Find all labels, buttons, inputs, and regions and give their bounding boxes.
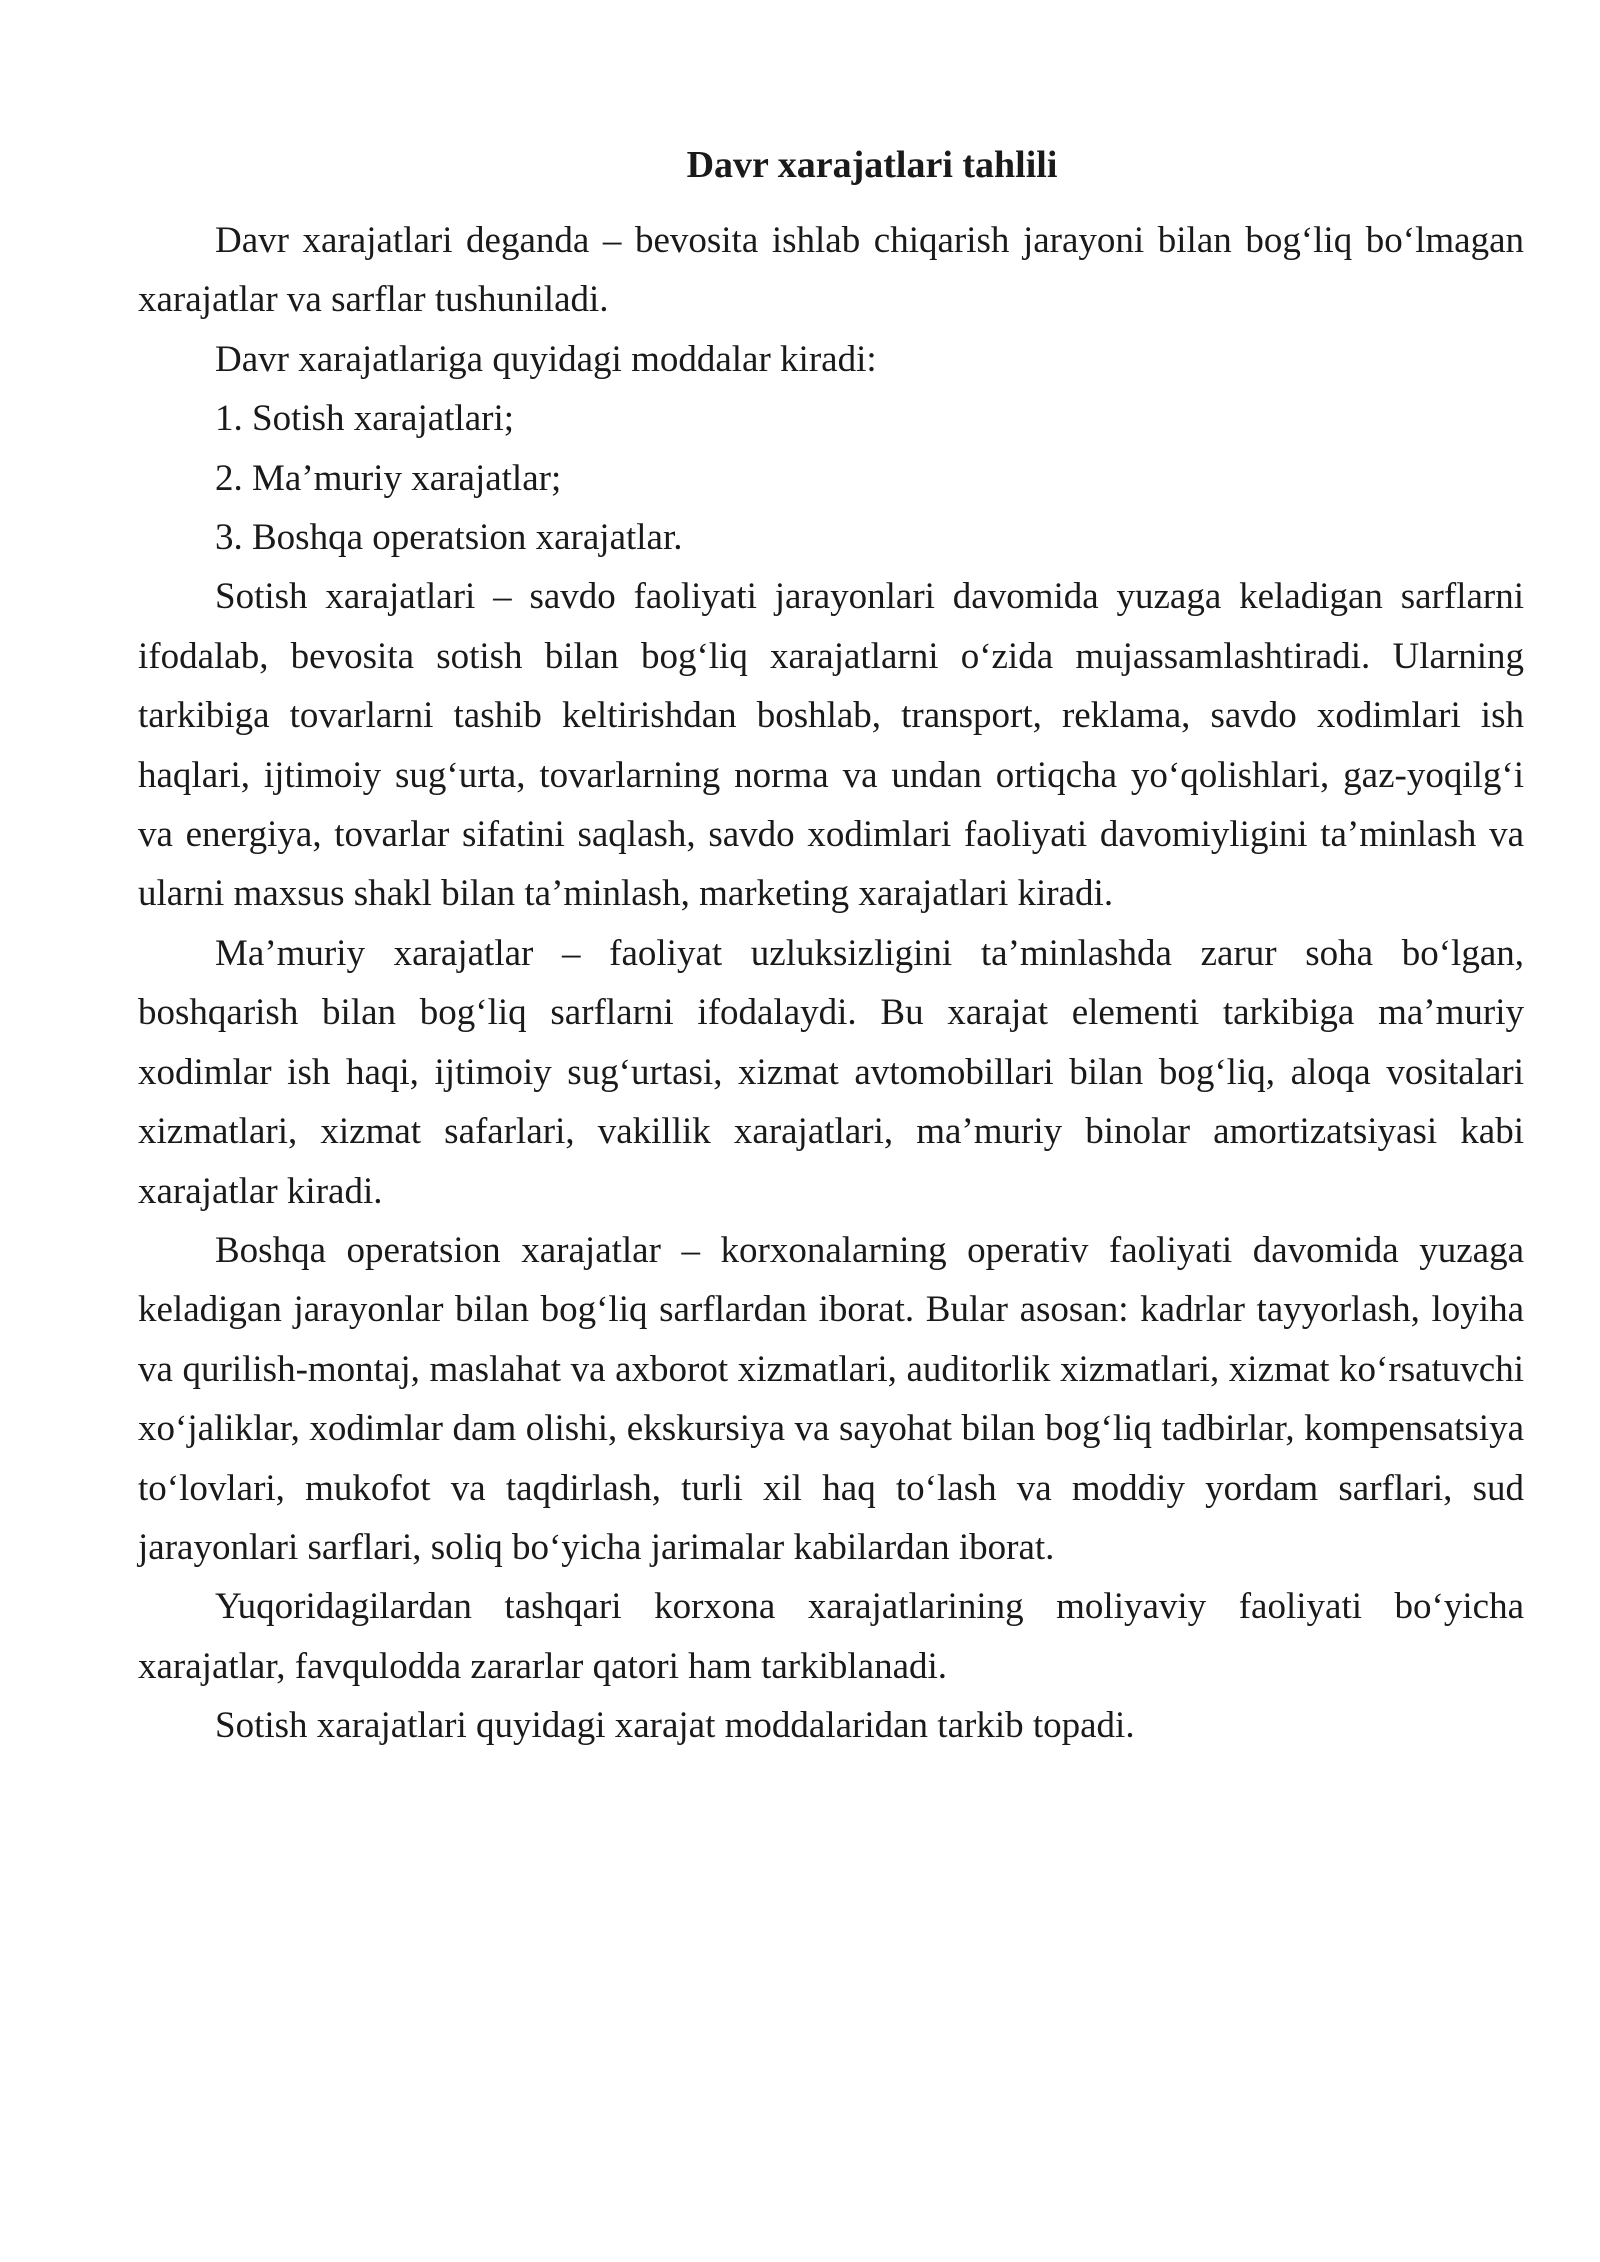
paragraph-definition: Davr xarajatlari deganda – bevosita ishlab chiqarish jarayoni bilan bog‘liq bo‘lmagan xarajatlar va sarflar tushuniladi. (138, 220, 1524, 321)
list-item-1: 1. Sotish xarajatlari; (215, 398, 515, 440)
paragraph-administrative-expenses: Ma’muriy xarajatlar – faoliyat uzluksizligini ta’minlashda zarur soha bo‘lgan, boshqarish bilan bog‘liq sarflarni ifodalaydi. Bu xarajat elementi tarkibiga ma’muriy xodimlar ish haqi, ijtimoiy sug‘urtasi, xizmat avtomobillari bilan bog‘liq, aloqa vositalari xizmatlari, xizmat safarlari, vakillik xarajatlari, ma’muriy binolar amortizatsiyasi kabi xarajatlar kiradi. (138, 932, 1524, 1212)
paragraph-sales-expenses: Sotish xarajatlari – savdo faoliyati jarayonlari davomida yuzaga keladigan sarflarni ifodalab, bevosita sotish bilan bog‘liq xarajatlarni o‘zida mujassamlashtiradi. Ularning tarkibiga tovarlarni tashib keltirishdan boshlab, transport, reklama, savdo xodimlari ish haqlari, ijtimoiy sug‘urta, tovarlarning norma va undan ortiqcha yo‘qolishlari, gaz-yoqilg‘i va energiya, tovarlar sifatini saqlash, savdo xodimlari faoliyati davomiyligini ta’minlash va ularni maxsus shakl bilan ta’minlash, marketing xarajatlari kiradi. (138, 576, 1524, 915)
list-item-2: 2. Ma’muriy xarajatlar; (215, 457, 562, 499)
paragraph-other-operating-expenses: Boshqa operatsion xarajatlar – korxonalarning operativ faoliyati davomida yuzaga keladigan jarayonlar bilan bog‘liq sarflardan iborat. Bular asosan: kadrlar tayyorlash, loyiha va qurilish-montaj, maslahat va axborot xizmatlari, auditorlik xizmatlari, xizmat ko‘rsatuvchi xo‘jaliklar, xodimlar dam olishi, ekskursiya va sayohat bilan bog‘liq tadbirlar, kompensatsiya to‘lovlari, mukofot va taqdirlash, turli xil haq to‘lash va moddiy yordam sarflari, sud jarayonlari sarflari, soliq bo‘yicha jarimalar kabilardan iborat. (138, 1229, 1524, 1568)
document-title: Davr xarajatlari tahlili (686, 144, 1058, 186)
paragraph-list-intro: Davr xarajatlariga quyidagi moddalar kiradi: (215, 338, 877, 380)
list-item-3: 3. Boshqa operatsion xarajatlar. (215, 517, 683, 559)
paragraph-sales-items-intro: Sotish xarajatlari quyidagi xarajat moddalaridan tarkib topadi. (215, 1705, 1135, 1747)
document-page (138, 135, 1524, 1756)
paragraph-financial-activity: Yuqoridagilardan tashqari korxona xarajatlarining moliyaviy faoliyati bo‘yicha xarajatlar, favqulodda zararlar qatori ham tarkiblanadi. (138, 1586, 1524, 1687)
